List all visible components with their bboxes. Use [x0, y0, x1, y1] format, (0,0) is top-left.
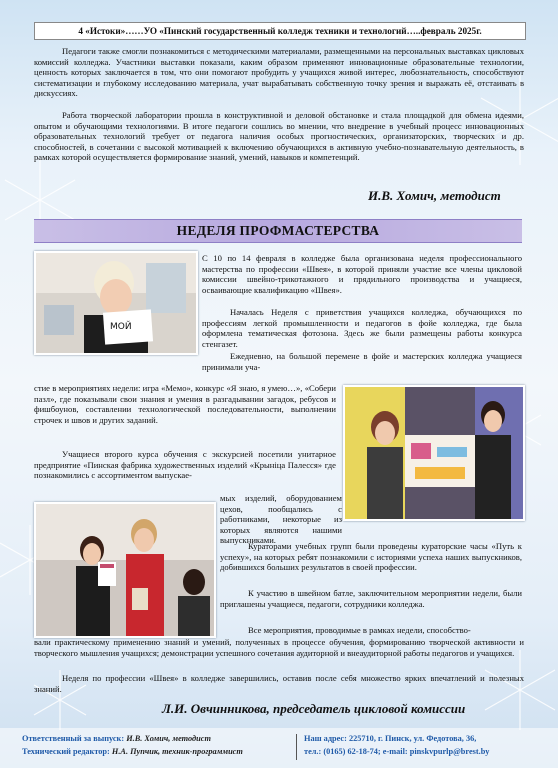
article-paragraph-3a: Ежедневно, на большой перемене в фойе и мастерских колледжа учащиеся принимали уча- [202, 351, 522, 372]
article-paragraph-8: Неделя по профессии «Швея» в колледже завершились, оставив после себя множество ярких впечатлений и полезных знаний. [34, 673, 524, 694]
intro-paragraph-2: Работа творческой лаборатории прошла в конструктивной и деловой обстановке и стала площадкой для обмена идеями, опытом и обучающими технологиями. В итоге педагоги сошлись во мнении, что внедрение в учебный процесс инновационных образовательных технологий требует от педагога наличия особых прогностических, организаторских, творческих и др. способностей, в сочетании с высокой мотивацией к включению обучающихся в активную учебно-познавательную деятельность, в рамках которой осуществляется формирование знаний, умений, навыков и компетенций. [34, 110, 524, 163]
photo1-card-text: МОЙ [110, 322, 132, 332]
section-title: НЕДЕЛЯ ПРОФМАСТЕРСТВА [34, 219, 522, 243]
page-header: 4 «Истоки»……УО «Пинский государственный колледж техники и технологий…..февраль 2025г. [34, 22, 526, 40]
photo-student-card [34, 251, 198, 355]
article-paragraph-4a: Учащиеся второго курса обучения с экскурсией посетили унитарное предприятие «Пинская фабрика художественных изделий «Крыніца Палесся» где познакомились с ассортиментом выпускае- [34, 449, 336, 481]
article-paragraph-7b: вали практическому применению знаний и умений, полученных в процессе обучения, формированию творческой активности и творческого мышления учащихся; демонстрации успешного сочетания аудиторной и внеаудиторной работы педагогов и учащихся. [34, 637, 524, 658]
article-paragraph-5: Кураторами учебных групп были проведены кураторские часы «Путь к успеху», на которых ребят познакомили с историями успеха наших выпускников, добившихся больших результатов в своей профессии. [220, 541, 522, 573]
footer-tech-editor: Технический редактор: Н.А. Пупчик, техник-программист [22, 747, 243, 756]
article-paragraph-7a: Все мероприятия, проводимые в рамках недели, способство- [248, 625, 471, 635]
photo-students-poster [343, 385, 525, 521]
footer-divider [296, 734, 297, 760]
article-paragraph-2: Началась Неделя с приветствия учащихся колледжа, обучающихся по профессиям легкой промышленности и педагогов в фойе колледжа, где была оформлена тематическая фотозона. Здесь же были размещены работы конкурса стенгазет. [202, 307, 522, 349]
article-paragraph-6: К участию в швейном батле, заключительном мероприятии недели, были приглашены учащиеся, педагоги, сотрудники колледжа. [220, 588, 522, 609]
article-paragraph-4b: мых изделий, оборудованием цехов, пообщались с работниками, некоторые из которых являются нашими выпускниками. [220, 493, 342, 546]
article-paragraph-1: С 10 по 14 февраля в колледже была организована неделя профессионального мастерства по профессии «Швея», в которой приняли участие все члены цикловой комиссии швейно-трикотажного и прядильного производства и учащиеся, осваивающие квалификацию «Швея». [202, 253, 522, 295]
article-signature: Л.И. Овчинникова, председатель цикловой комиссии [162, 701, 466, 716]
footer-address: Наш адрес: 225710, г. Пинск, ул. Федотова, 36, [304, 734, 477, 743]
footer-contacts: тел.: (0165) 62-18-74; e-mail: pinskvpurlp@brest.by [304, 747, 490, 756]
photo-award-ceremony [34, 502, 216, 638]
footer-responsible: Ответственный за выпуск: И.В. Хомич, методист [22, 734, 211, 743]
article-paragraph-3b: стие в мероприятиях недели: игра «Мемо», конкурс «Я знаю, я умею…», «Собери пазл», где показывали свои знания и умения в разгадывании загадок, ребусов и фишбоунов, составлении технологической последовательности, выполнении строчек и швов и других заданий. [34, 383, 336, 425]
intro-signature: И.В. Хомич, методист [368, 188, 501, 203]
intro-paragraph-1: Педагоги также смогли познакомиться с методическими материалами, размещенными на персональных выставках цикловых комиссий колледжа. Участники выставки показали, каким образом применяют инновационные образовательные технологии, ценность которых заключается в том, что они помогают пробудить у учащихся живой интерес, любознательность, способствуют систематизации и глубокому исследованию материала, учат вырабатывать собственную точку зрения и выражать её, отстаивать в дискуссиях. [34, 46, 524, 99]
